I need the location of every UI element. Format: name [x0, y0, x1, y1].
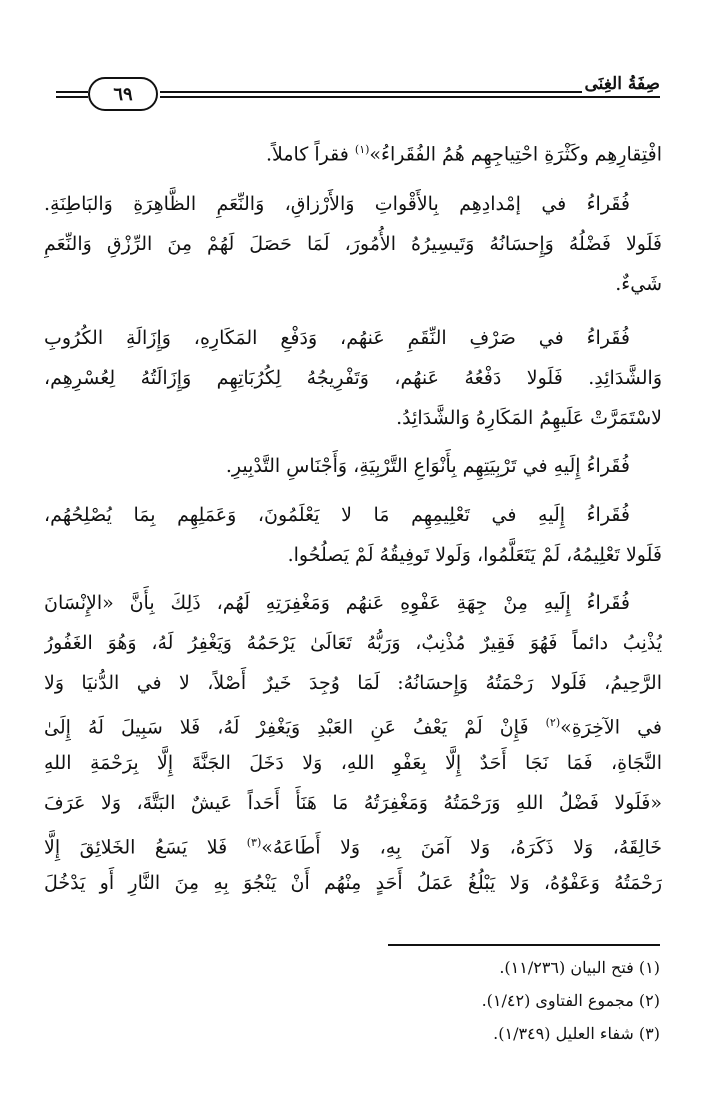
- footnote-separator: [388, 944, 660, 946]
- footnote-3: (٣) شفاء العليل (١/٣٤٩).: [493, 1024, 660, 1043]
- footnote-mark-3: (٣): [246, 836, 262, 849]
- header-rule-right-top: [160, 91, 582, 93]
- text-line: فُقَراءُ إِلَيهِ في تَرْبِيَتِهِم بِأَنْوَاعِ التَّرْبِيَةِ، وَأَجْنَاسِ التَّدْبِيرِ.: [225, 455, 630, 477]
- text-line: فَلَولا فَضْلُهُ وَإِحسَانُهُ وَتَيسِيرُهُ الأُمُورَ، لَمَا حَصَلَ لَهُمْ مِنَ الرِّزْقِ وَالنِّعَمِ: [44, 233, 662, 255]
- footnote-1: (١) فتح البيان (١١/٢٣٦).: [499, 958, 660, 977]
- text-line: شَيءٌ.: [615, 273, 662, 295]
- text-line: لاسْتَمَرَّتْ عَلَيهِمُ المَكَارِهُ وَالشَّدَائِدُ.: [396, 407, 662, 429]
- header-rule-left-top: [56, 91, 88, 93]
- footnote-2: (٢) مجموع الفتاوى (١/٤٢).: [481, 991, 660, 1010]
- text-line: افْتِقارِهِم وكَثْرَةِ احْتِياجِهِم هُمُ الفُقَراءُ»$^{(١)}$ فقراً كاملاً.: [265, 143, 662, 166]
- text-line: فُقَراءُ إِلَيهِ مِنْ جِهَةِ عَفْوِهِ عَنهُم وَمَغْفِرَتِهِ لَهُم، ذَلِكَ بِأَنَّ «الإِنْسَانَ: [44, 592, 630, 614]
- page-number: ٦٩: [88, 77, 158, 111]
- text-line: يُذْنِبُ دائماً فَهُوَ فَقِيرٌ مُذْنِبٌ، وَرَبُّهُ تَعَالَىٰ يَرْحَمُهُ وَيَغْفِرُ لَهُ، وَهُوَ الغَفُورُ: [44, 632, 662, 654]
- header-rule-left-bottom: [56, 96, 88, 98]
- footnote-mark-1: (١): [354, 143, 370, 156]
- text-line: النَّجَاةِ، فَمَا نَجَا أَحَدٌ إِلَّا بِعَفْوِ اللهِ، وَلا دَخَلَ الجَنَّةَ إِلَّا بِرَحْمَةِ اللهِ: [44, 752, 662, 774]
- text-line: فُقَراءُ إِلَيهِ في تَعْلِيمِهِم مَا لا يَعْلَمُونَ، وَعَمَلِهِم بِمَا يُصْلِحُهُم،: [44, 504, 630, 526]
- text-line: فُقَراءُ في إمْدادِهِم بِالأَقْواتِ وَالأَرْزاقِ، وَالنِّعَمِ الظَّاهِرَةِ وَالبَاطِنَةِ.: [44, 193, 630, 215]
- text-line: فَلَولا تَعْلِيمُهُ، لَمْ يَتَعَلَّمُوا، وَلَولا تَوفِيقُهُ لَمْ يَصلُحُوا.: [287, 544, 662, 566]
- text-line: في الآخِرَةِ»$^{(٢)}$ فَإِنْ لَمْ يَعْفُ عَنِ العَبْدِ وَيَغْفِرْ لَهُ، فَلا سَبِيلَ لَهُ إِلَىٰ: [44, 716, 662, 739]
- text-line: خَالِقَهُ، وَلا ذَكَرَهُ، وَلا آمَنَ بِهِ، وَلا أَطَاعَهُ»$^{(٣)}$ فَلا يَسَعُ الخَلائِقَ إِلَّا: [44, 836, 662, 859]
- text-line: «فَلَولا فَضْلُ اللهِ وَرَحْمَتُهُ وَمَغْفِرَتُهُ مَا هَنَأَ أَحَداً عَيشٌ البَتَّةَ، وَلا عَرَفَ: [44, 792, 662, 814]
- text-line: الرَّحِيمُ، فَلَولا رَحْمَتُهُ وَإِحسَانُهُ: لَمَا وُجِدَ خَيرٌ أَصْلاً، لا في الدُّنيَا وَلا: [44, 672, 662, 694]
- text-line: فُقَراءُ في صَرْفِ النِّقَمِ عَنهُم، وَدَفْعِ المَكَارِهِ، وَإِزَالَةِ الكُرُوبِ: [44, 327, 630, 349]
- footnote-mark-2: (٢): [545, 716, 561, 729]
- text-line: رَحْمَتُهُ وَعَفْوُهُ، وَلا يَبْلُغُ عَمَلُ أَحَدٍ مِنْهُم أَنْ يَنْجُوَ بِهِ مِنَ النَّارِ أَو يَدْخُلَ: [44, 872, 662, 894]
- running-title: صِفَةُ الغِنَى: [584, 74, 660, 94]
- header-rule-right-bottom: [160, 96, 660, 98]
- text-line: وَالشَّدَائِدِ. فَلَولا دَفْعُهُ عَنهُم، وَتَفْرِيجُهُ لِكُرُبَاتِهِم وَإِزَالَتُهُ لِعُسْرِهِم،: [44, 367, 662, 389]
